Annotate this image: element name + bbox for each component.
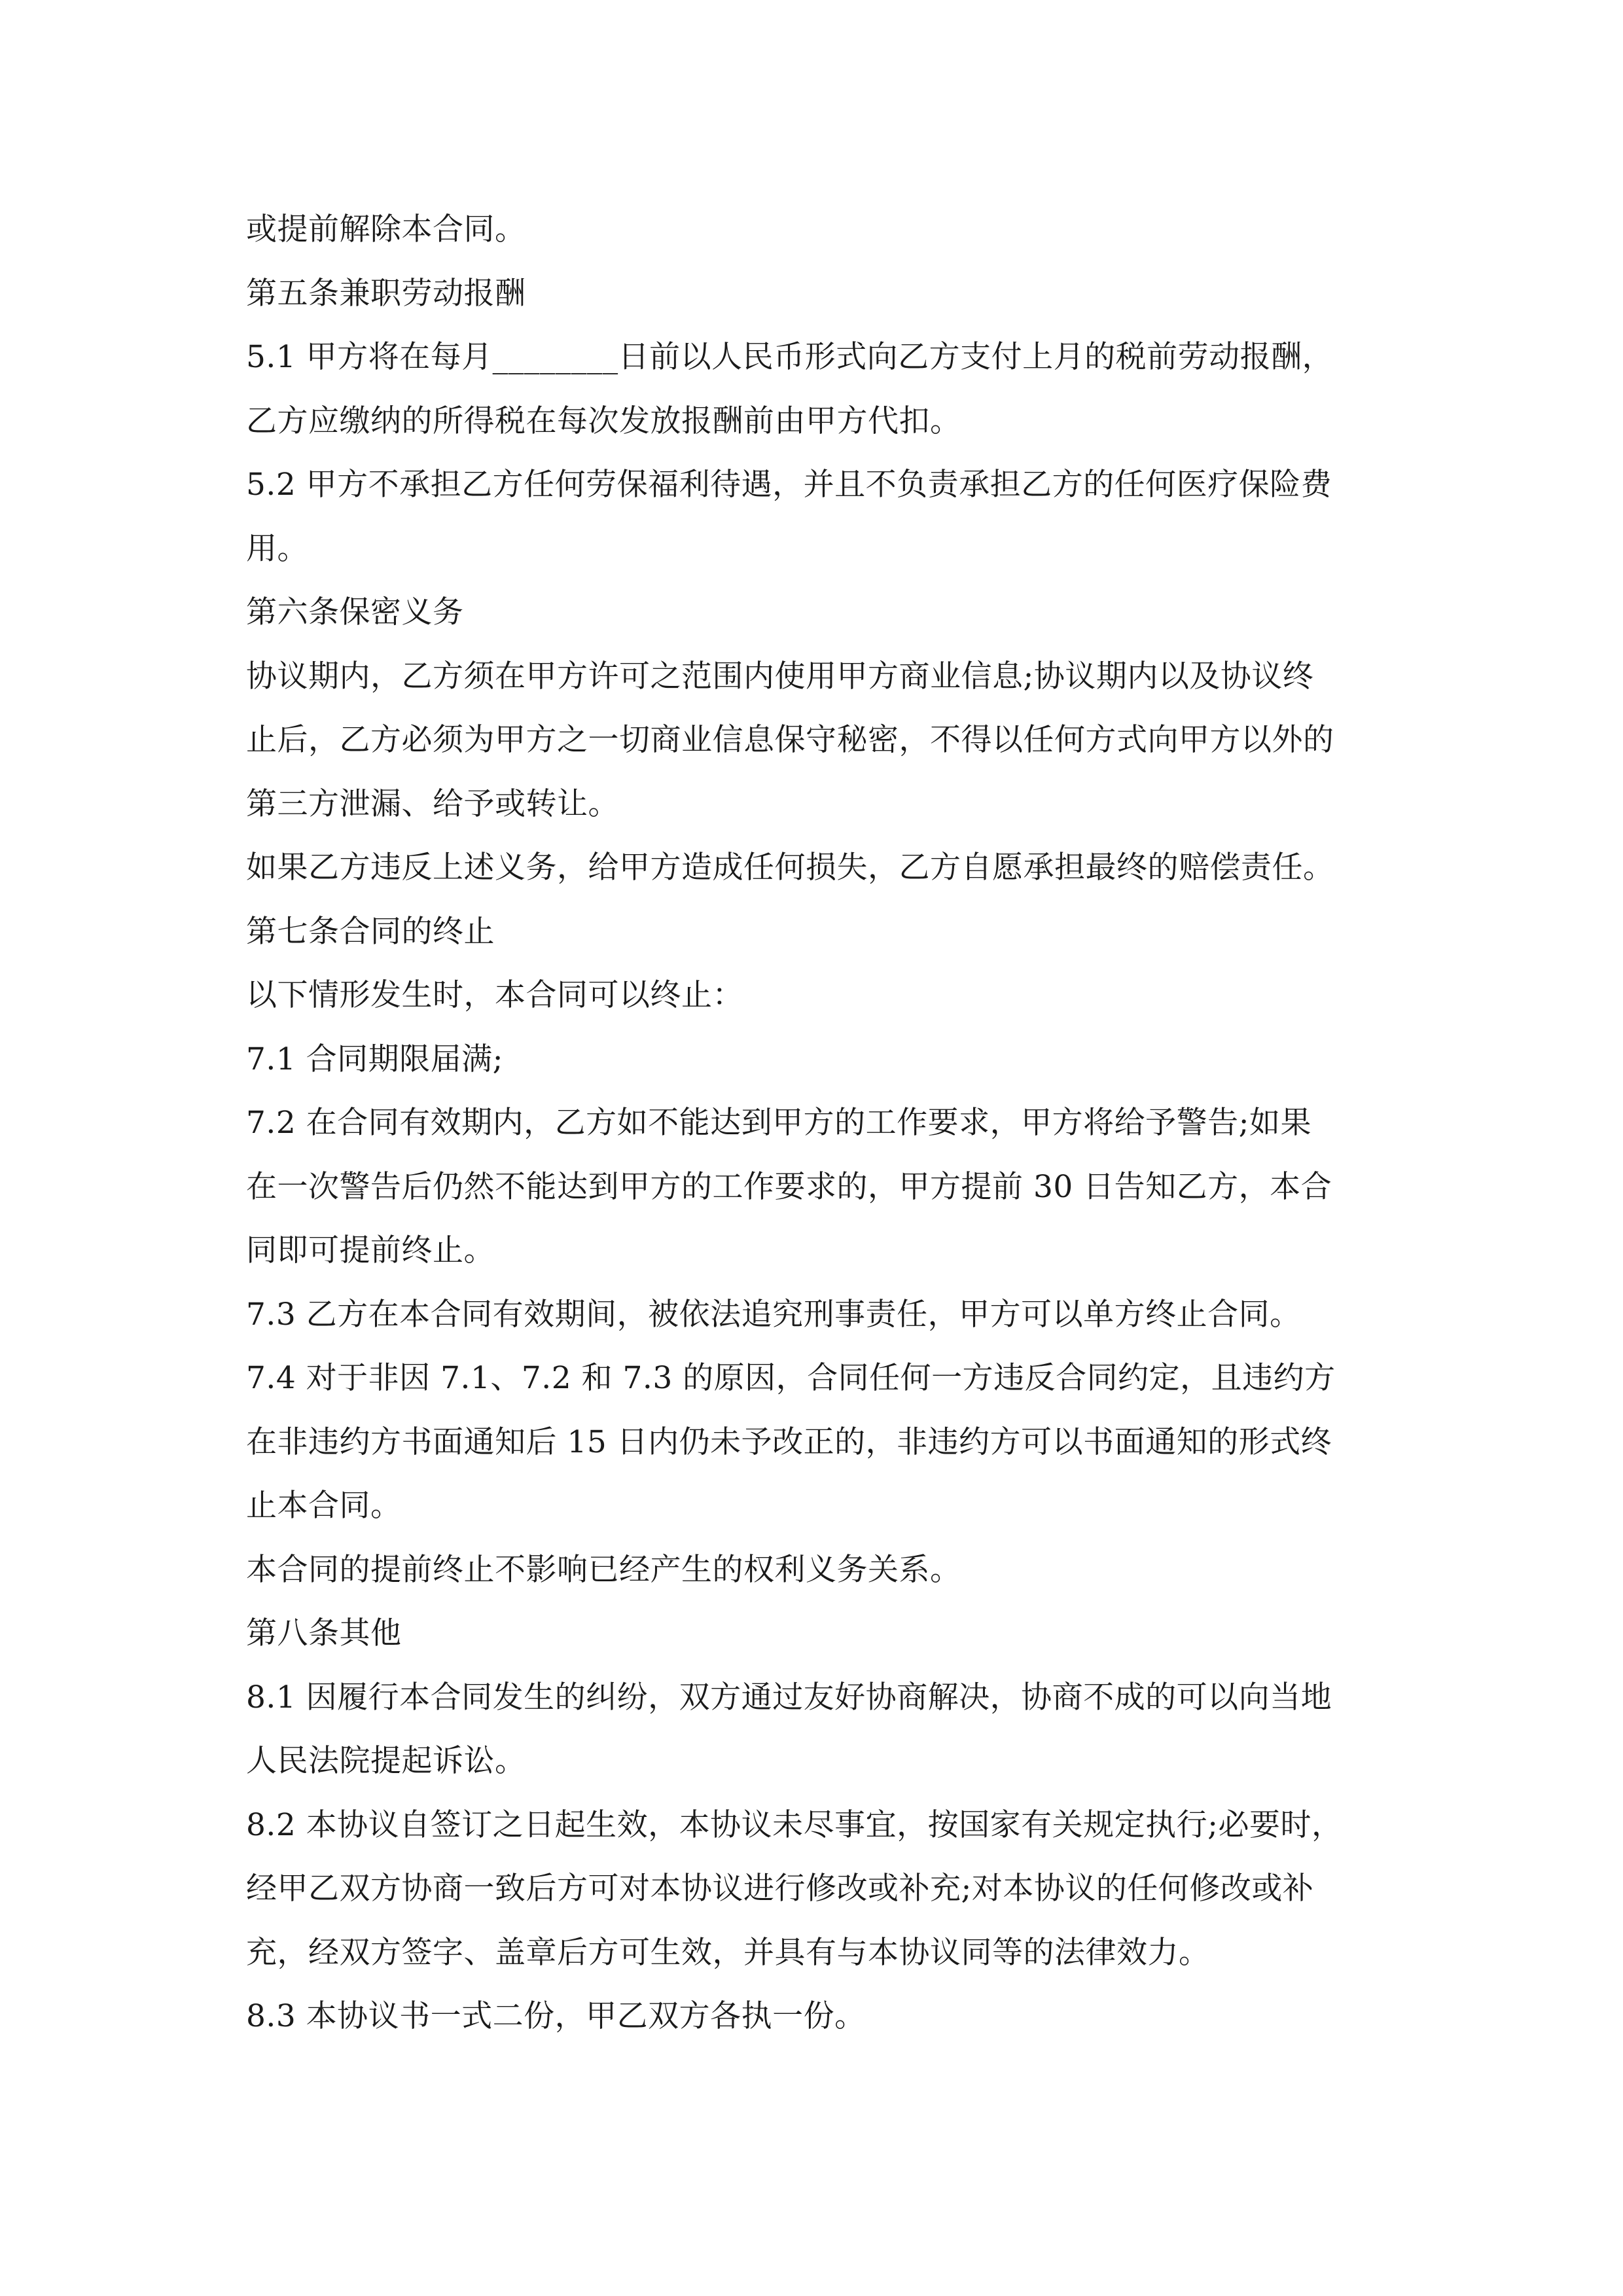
- text-line: 第三方泄漏、给予或转让。: [246, 785, 619, 822]
- text-line: 在一次警告后仍然不能达到甲方的工作要求的，甲方提前 30 日告知乙方，本合: [246, 1168, 1332, 1205]
- section-heading: 第八条其他: [246, 1615, 402, 1651]
- text-line: 本合同的提前终止不影响已经产生的权利义务关系。: [246, 1551, 961, 1588]
- text-line: 在非违约方书面通知后 15 日内仍未予改正的，非违约方可以书面通知的形式终: [246, 1424, 1332, 1460]
- text-line: 用。: [246, 530, 308, 567]
- text-line: 同即可提前终止。: [246, 1232, 495, 1268]
- text-line: 或提前解除本合同。: [246, 211, 526, 247]
- text-line: 5.2 甲方不承担乙方任何劳保福利待遇，并且不负责承担乙方的任何医疗保险费: [246, 467, 1332, 503]
- text-line: 7.1 合同期限届满;: [246, 1041, 504, 1077]
- text-line: 经甲乙双方协商一致后方可对本协议进行修改或补充;对本协议的任何修改或补: [246, 1871, 1314, 1907]
- text-line: 以下情形发生时，本合同可以终止：: [246, 977, 743, 1013]
- section-heading: 第七条合同的终止: [246, 913, 495, 950]
- text-line: 7.4 对于非因 7.1、7.2 和 7.3 的原因，合同任何一方违反合同约定，且违约方: [246, 1360, 1336, 1396]
- section-heading: 第六条保密义务: [246, 594, 464, 630]
- text-line: 7.2 在合同有效期内，乙方如不能达到甲方的工作要求，甲方将给予警告;如果: [246, 1105, 1312, 1141]
- text-line: 协议期内，乙方须在甲方许可之范围内使用甲方商业信息;协议期内以及协议终: [246, 658, 1314, 694]
- text-line: 乙方应缴纳的所得税在每次发放报酬前由甲方代扣。: [246, 403, 961, 439]
- text-line: 8.1 因履行本合同发生的纠纷，双方通过友好协商解决，协商不成的可以向当地: [246, 1679, 1332, 1715]
- text-line: 充，经双方签字、盖章后方可生效，并具有与本协议同等的法律效力。: [246, 1934, 1210, 1971]
- text-line: 7.3 乙方在本合同有效期间，被依法追究刑事责任，甲方可以单方终止合同。: [246, 1296, 1301, 1333]
- text-line: 止后，乙方必须为甲方之一切商业信息保守秘密，不得以任何方式向甲方以外的: [246, 722, 1334, 758]
- text-line: 8.3 本协议书一式二份，甲乙双方各执一份。: [246, 1998, 866, 2034]
- section-heading: 第五条兼职劳动报酬: [246, 275, 526, 312]
- text-line: 8.2 本协议自签订之日起生效，本协议未尽事宜，按国家有关规定执行;必要时，: [246, 1806, 1343, 1843]
- text-line: 如果乙方违反上述义务，给甲方造成任何损失，乙方自愿承担最终的赔偿责任。: [246, 850, 1334, 886]
- text-line: 人民法院提起诉讼。: [246, 1743, 526, 1779]
- document-body: [246, 198, 1404, 2049]
- text-line: 5.1 甲方将在每月________日前以人民币形式向乙方支付上月的税前劳动报酬，: [246, 339, 1334, 375]
- text-line: 止本合同。: [246, 1488, 402, 1524]
